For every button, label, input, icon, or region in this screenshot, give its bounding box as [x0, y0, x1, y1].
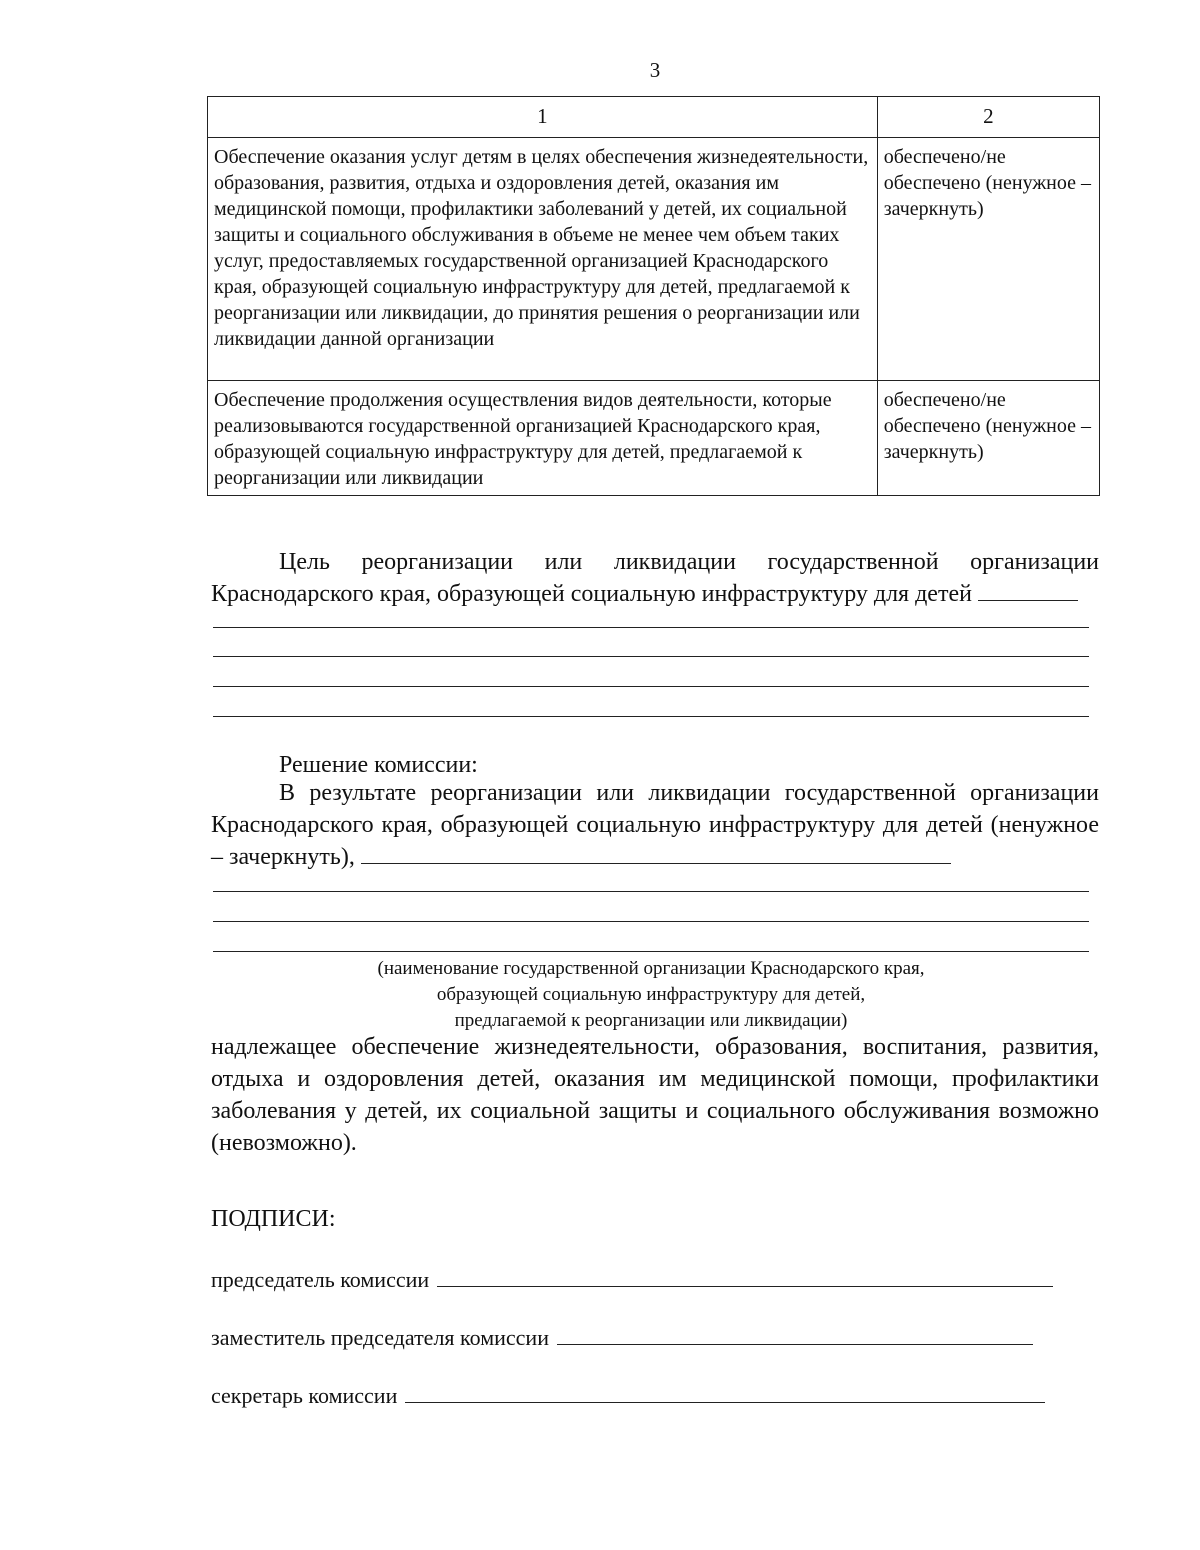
caption-line: предлагаемой к реорганизации или ликвидации) — [454, 1010, 848, 1031]
table-header-col-1: 1 — [208, 97, 878, 138]
decision-conclusion: надлежащее обеспечение жизнедеятельности, образования, воспитания, развития, отдыха и оздоровления детей, оказания им медицинской помощи, профилактики заболевания у детей, их социальной защиты и социального обслуживания возможно (невозможно). — [211, 1034, 1099, 1156]
signatures-title: ПОДПИСИ: — [211, 1206, 336, 1232]
table-cell-status: обеспечено/не обеспечено (ненужное – зачеркнуть) — [877, 381, 1099, 496]
table-header-row — [208, 97, 1100, 138]
goal-fill-line[interactable] — [213, 627, 1089, 628]
signature-line[interactable] — [557, 1324, 1033, 1345]
table-cell-status: обеспечено/не обеспечено (ненужное – зачеркнуть) — [877, 138, 1099, 381]
table-header-col-2: 2 — [877, 97, 1099, 138]
assessment-table — [207, 96, 1100, 496]
goal-fill-line[interactable] — [213, 656, 1089, 657]
table-cell-description: Обеспечение оказания услуг детям в целях обеспечения жизнедеятельности, образования, развития, отдыха и оздоровления детей, оказания им медицинской помощи, профилактики заболеваний у детей, их социальной защиты и социального обслуживания в объеме не менее чем объем таких услуг, предоставляемых государственной организацией Краснодарского края, образующей социальную инфраструктуру для детей, предлагаемой к реорганизации или ликвидации, до принятия решения о реорганизации или ликвидации данной организации — [208, 138, 878, 381]
goal-fill-line[interactable] — [213, 686, 1089, 687]
signature-label: секретарь комиссии — [211, 1383, 398, 1408]
decision-fill-line[interactable] — [213, 951, 1089, 952]
goal-blank[interactable] — [978, 582, 1078, 601]
decision-fill-line[interactable] — [213, 891, 1089, 892]
signature-row-chairman — [211, 1266, 1053, 1293]
table-cell-description: Обеспечение продолжения осуществления видов деятельности, которые реализовываются государственной организацией Краснодарского края, образующей социальную инфраструктуру для детей, предлагаемой к реорганизации или ликвидации — [208, 381, 878, 496]
decision-blank[interactable] — [361, 845, 951, 864]
table-row — [208, 138, 1100, 381]
caption-line: (наименование государственной организации Краснодарского края, — [377, 958, 925, 979]
signature-row-deputy — [211, 1324, 1033, 1351]
decision-text: В результате реорганизации или ликвидации государственной организации Краснодарского края, образующей социальную инфраструктуру для детей (ненужное – зачеркнуть), — [211, 780, 1099, 870]
signature-row-secretary — [211, 1382, 1045, 1409]
table-row — [208, 381, 1100, 496]
signature-line[interactable] — [437, 1266, 1053, 1287]
decision-fill-line[interactable] — [213, 921, 1089, 922]
page-number: 3 — [649, 58, 661, 82]
organization-caption — [213, 956, 1089, 1034]
caption-line: образующей социальную инфраструктуру для детей, — [436, 984, 866, 1005]
goal-text: Цель реорганизации или ликвидации государственной организации Краснодарского края, образующей социальную инфраструктуру для детей — [211, 549, 1099, 607]
signature-label: председатель комиссии — [211, 1267, 430, 1292]
decision-paragraph — [211, 777, 1099, 873]
signature-line[interactable] — [405, 1382, 1045, 1403]
goal-paragraph — [211, 546, 1099, 610]
goal-fill-line[interactable] — [213, 716, 1089, 717]
signature-label: заместитель председателя комиссии — [211, 1325, 549, 1350]
decision-heading: Решение комиссии: — [279, 752, 478, 778]
